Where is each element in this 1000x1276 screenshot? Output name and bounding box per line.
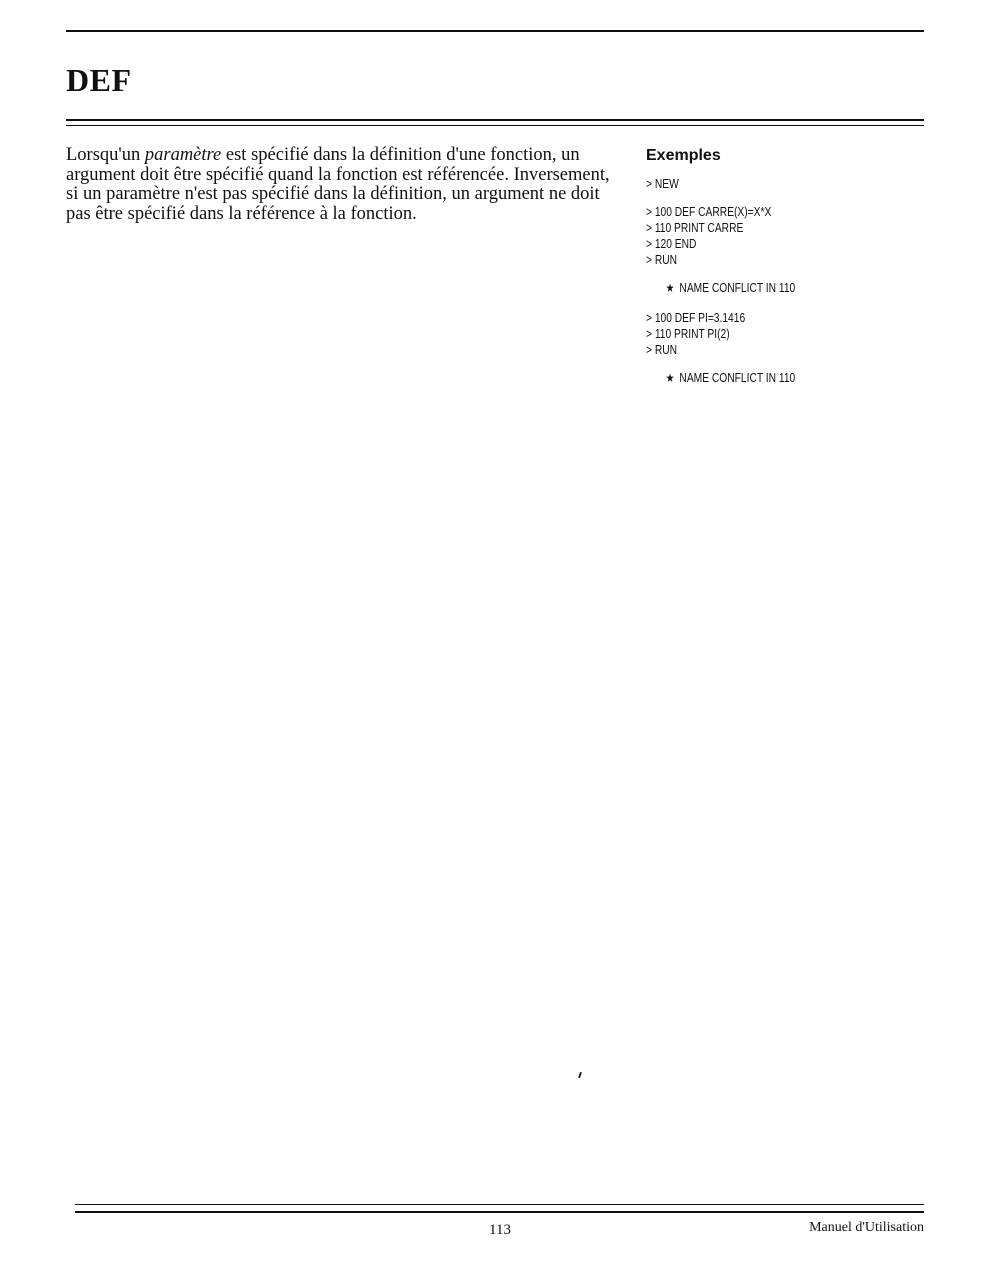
code-line: > 100 DEF CARRE(X)=X*X (646, 205, 772, 219)
examples-heading: Exemples (646, 147, 721, 164)
error-text: NAME CONFLICT IN 110 (679, 371, 796, 385)
print-speck (578, 1072, 582, 1078)
examples-section (646, 146, 916, 400)
code-line: > 110 PRINT PI(2) (646, 327, 730, 341)
footer-rule-thin (75, 1204, 924, 1205)
error-message (646, 280, 867, 296)
error-text: NAME CONFLICT IN 110 (679, 281, 796, 295)
body-text-rest: est spécifié dans la définition d'une fonction, un argument doit être spécifié quand la fonction est référencée. Inversement, si un paramètre n'est pas spécifié dans la définition, un argument ne doit pas être spécifié dans la référence à la fonction. (66, 145, 610, 224)
code-listing (646, 176, 867, 386)
code-line: > RUN (646, 343, 678, 357)
code-line: > 120 END (646, 237, 697, 251)
code-line: > 110 PRINT CARRE (646, 221, 744, 235)
code-group-carre (646, 204, 867, 268)
footer-label: Manuel d'Utilisation (809, 1220, 924, 1235)
star-icon: ★ (665, 281, 675, 295)
code-group-pi (646, 310, 867, 358)
footer-rule-thick (75, 1211, 924, 1213)
code-line: > RUN (646, 253, 678, 267)
page-title: DEF (66, 62, 132, 98)
star-icon: ★ (665, 371, 675, 385)
body-text-start: Lorsqu'un (66, 145, 145, 165)
code-line: > NEW (646, 177, 679, 191)
top-rule (66, 30, 924, 32)
title-rule-thin (66, 125, 924, 126)
code-line: > 100 DEF PI=3.1416 (646, 311, 746, 325)
page-number: 113 (489, 1222, 511, 1238)
error-message (646, 370, 867, 386)
title-rule-thick (66, 119, 924, 121)
parameter-term: paramètre (144, 145, 222, 165)
code-group-new (646, 176, 867, 192)
body-paragraph (66, 146, 626, 224)
